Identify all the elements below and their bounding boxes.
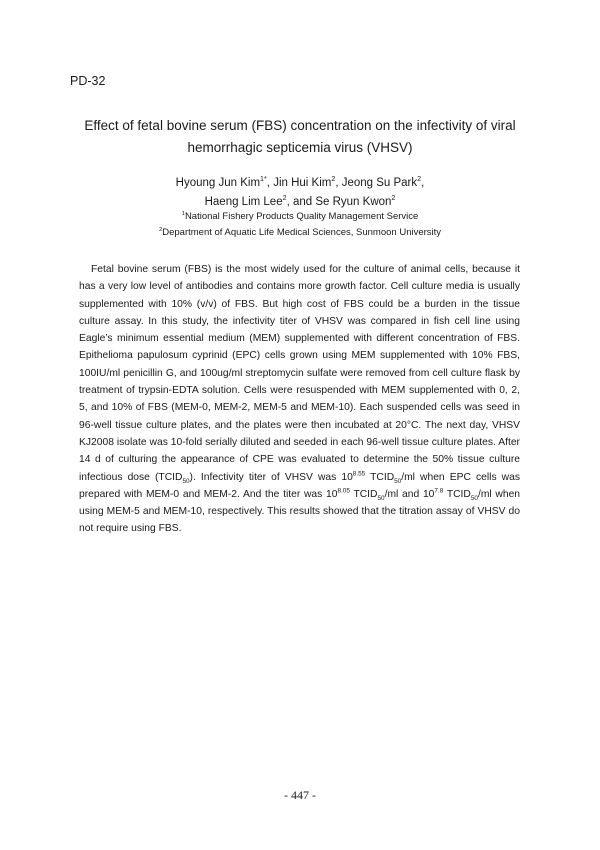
author-name: Jin Hui Kim <box>273 177 332 189</box>
author-mark: 1* <box>260 175 267 184</box>
affiliation-text: Department of Aquatic Life Medical Sciences, Sunmoon University <box>162 227 442 238</box>
title-line-2: hemorrhagic septicemia virus (VHSV) <box>187 140 413 155</box>
abstract-text: TCID <box>349 488 378 500</box>
subscript: 50 <box>470 494 478 502</box>
abstract-text: TCID <box>365 471 395 483</box>
exponent: 7.8 <box>434 487 444 495</box>
affiliation-mark: 1 <box>181 210 185 217</box>
subscript: 50 <box>394 477 402 485</box>
exponent: 8.55 <box>352 470 366 478</box>
abstract-code: PD-32 <box>70 74 106 88</box>
exponent: 8.05 <box>337 487 350 495</box>
affiliation-list <box>60 209 540 241</box>
affiliation-2 <box>60 225 540 241</box>
author-mark: 2 <box>282 194 287 203</box>
author-mark: 2 <box>391 194 396 203</box>
author-name: Se Ryun Kwon <box>315 196 392 208</box>
affiliation-text: National Fishery Products Quality Management Service <box>184 211 419 222</box>
author-mark: 2 <box>417 175 422 184</box>
author-separator: , <box>335 177 342 189</box>
author-name: Hyoung Jun Kim <box>175 177 261 189</box>
abstract-text: /ml when using MEM-5 and MEM-10, respectively. This results showed that the titration assay of VHSV do not require using FBS. <box>79 488 521 535</box>
affiliation-mark: 2 <box>158 226 163 233</box>
abstract-text: Fetal bovine serum (FBS) is the most widely used for the culture of animal cells, because it has a very low level of antibodies and contains more growth factor. Cell culture media is usually supplemented with 10% (v/v) of FBS. But high cost of FBS could be a burden in the tissue culture assay. In this study, the infectivity titer of VHSV was compared in fish cell line using Eagle’s minimum essential medium (MEM) supplemented with different concentration of FBS. Epithelioma papulosum cyprinid (EPC) cells grown using MEM supplemented with 10% FBS, 100IU/ml penicillin G, and 100ug/ml streptomycin sulfate were removed from cell culture flask by treatment of trypsin-EDTA solution. Cells were resuspended with MEM supplemented with 0, 2, 5, and 10% of FBS (MEM-0, MEM-2, MEM-5 and MEM-10). Each suspended cells was seed in 96-well tissue culture plates, and the plates were then incubated at 20°C. The next day, VHSV KJ2008 isolate was 10-fold serially diluted and seeded in each 96-well tissue culture plates. After 14 d of culturing the appearance of CPE was evaluated to determine the 50% tissue culture infectious dose (TCID <box>79 264 520 483</box>
subscript: 50 <box>182 477 190 485</box>
abstract-text: /ml and 10 <box>384 488 435 500</box>
author-mark: 2 <box>331 175 336 184</box>
author-separator: , <box>421 177 425 189</box>
page-number: - 447 - <box>284 788 316 802</box>
abstract-text: /ml when EPC cells was prepared with MEM-0 and MEM-2. And the titer was 10 <box>79 471 520 500</box>
author-line-1 <box>60 174 540 193</box>
author-name: Jeong Su Park <box>341 177 418 189</box>
title-line-1: Effect of fetal bovine serum (FBS) concentration on the infectivity of viral <box>84 118 516 133</box>
subscript: 50 <box>377 494 385 502</box>
abstract-text: TCID <box>443 488 471 500</box>
author-name: Haeng Lim Lee <box>204 196 283 208</box>
author-list <box>60 174 540 212</box>
affiliation-1 <box>60 209 540 225</box>
abstract-body <box>79 261 520 538</box>
paper-title <box>60 115 540 159</box>
author-separator: , <box>266 177 274 189</box>
author-separator: , and <box>286 196 316 208</box>
abstract-text: ). Infectivity titer of VHSV was 10 <box>189 471 353 483</box>
